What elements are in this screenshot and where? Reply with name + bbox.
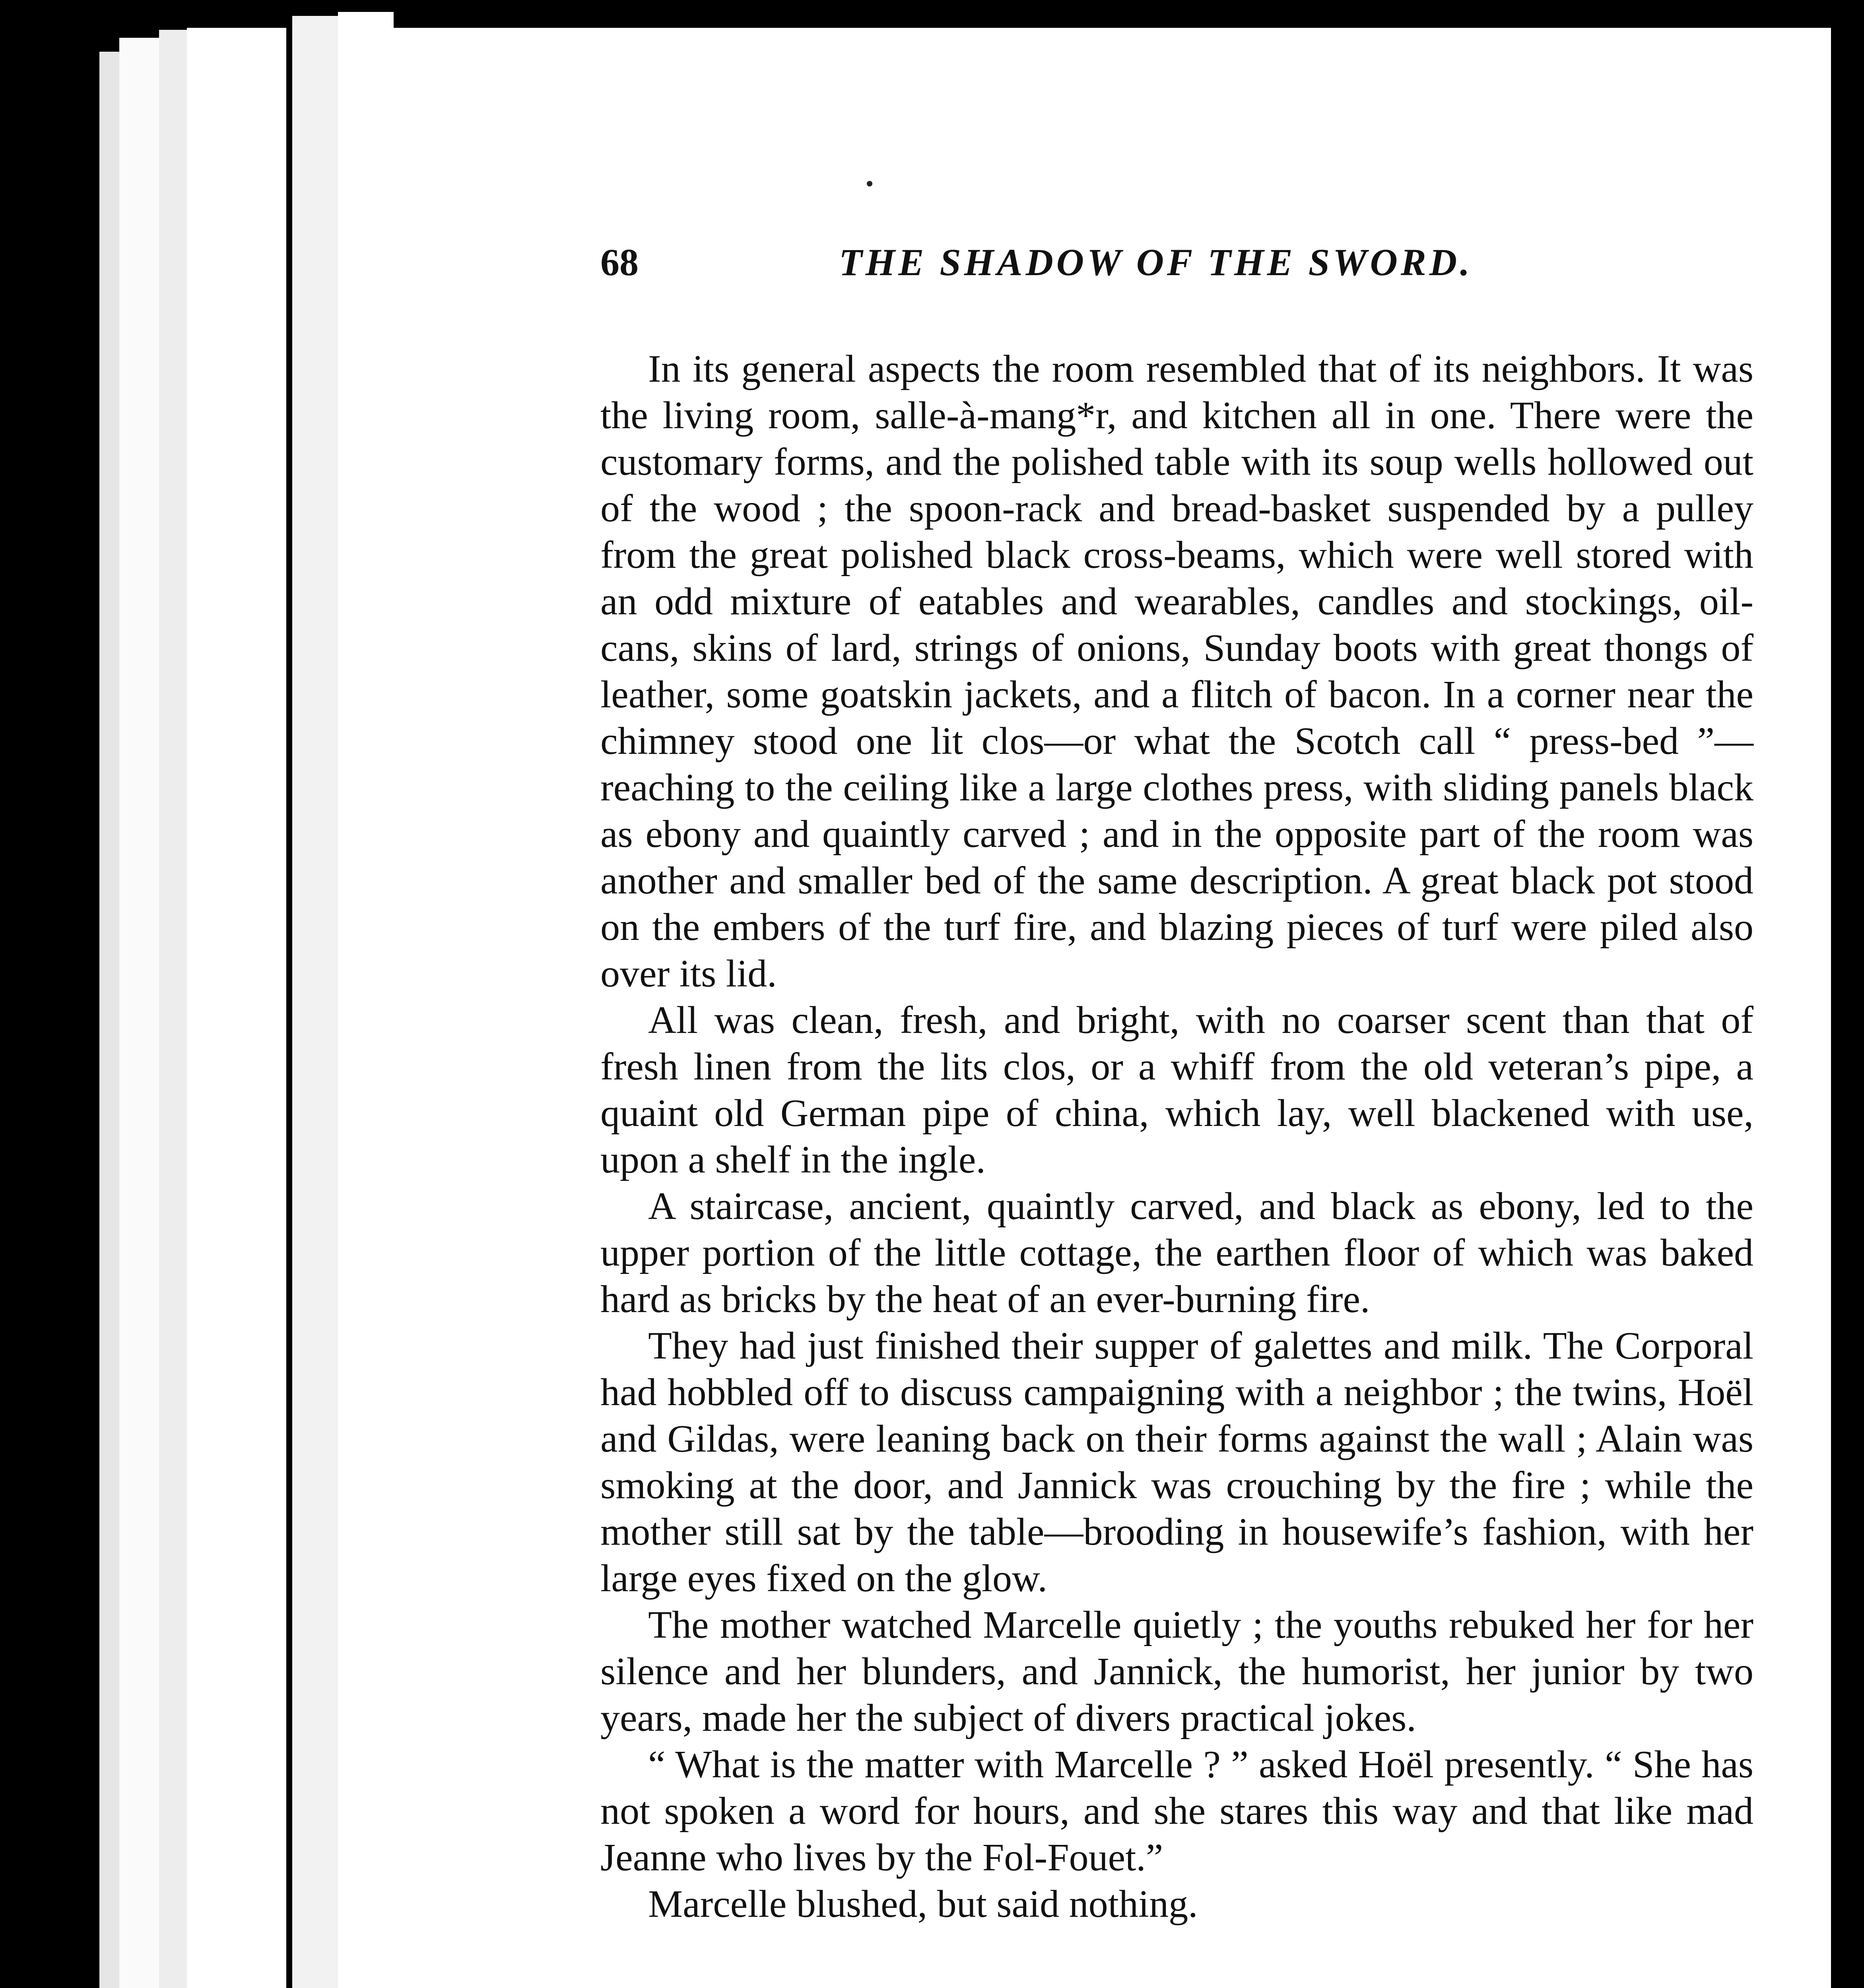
page-edge [187, 28, 286, 1988]
page-number: 68 [600, 241, 639, 283]
paragraph: A staircase, ancient, quaintly carved, and black as ebony, led to the upper portion of the little cottage, the earthen floor of which was baked hard as bricks by the heat of an ever-burning fire. [600, 1185, 1753, 1321]
paragraph: Marcelle blushed, but said nothing. [648, 1883, 1198, 1926]
running-title: THE SHADOW OF THE SWORD. [839, 241, 1473, 283]
paragraph: “ What is the matter with Marcelle ? ” asked Hoël presently. “ She has not spoken a word for hours, and she stares this way and that like mad Jeanne who lives by the Fol-Fouet.” [600, 1743, 1753, 1879]
ink-speck [867, 181, 872, 186]
book-page [380, 28, 1831, 1988]
page-body-text [600, 346, 1753, 1928]
paragraph: The mother watched Marcelle quietly ; the youths rebuked her for her silence and her blunders, and Jannick, the humorist, her junior by two years, made her the subject of divers practical jokes. [600, 1604, 1753, 1740]
page-header [600, 237, 1753, 288]
paragraph: All was clean, fresh, and bright, with no coarser scent than that of fresh linen from the lits clos, or a whiff from the old veteran’s pipe, a quaint old German pipe of china, which lay, well blackened with use, upon a shelf in the ingle. [600, 999, 1753, 1181]
paragraph: They had just finished their supper of galettes and milk. The Corporal had hobbled off to discuss campaigning with a neighbor ; the twins, Hoël and Gildas, were leaning back on their forms against the wall ; Alain was smoking at the door, and Jannick was crouching by the fire ; while the mother still sat by the table—brooding in housewife’s fashion, with her large eyes fixed on the glow. [600, 1324, 1753, 1600]
paragraph: In its general aspects the room resembled that of its neighbors. It was the living room, salle-à-mang*r, and kitchen all in one. There were the customary forms, and the polished table with its soup wells hollowed out of the wood ; the spoon-rack and bread-basket suspended by a pulley from the great polished black cross-beams, which were well stored with an odd mixture of eatables and wearables, candles and stockings, oil-cans, skins of lard, strings of onions, Sunday boots with great thongs of leather, some goatskin jackets, and a flitch of bacon. In a corner near the chimney stood one lit clos—or what the Scotch call “ press-bed ”—reaching to the ceiling like a large clothes press, with sliding panels black as ebony and quaintly carved ; and in the opposite part of the room was another and smaller bed of the same description. A great black pot stood on the embers of the turf fire, and blazing pieces of turf were piled also over its lid. [600, 348, 1753, 995]
